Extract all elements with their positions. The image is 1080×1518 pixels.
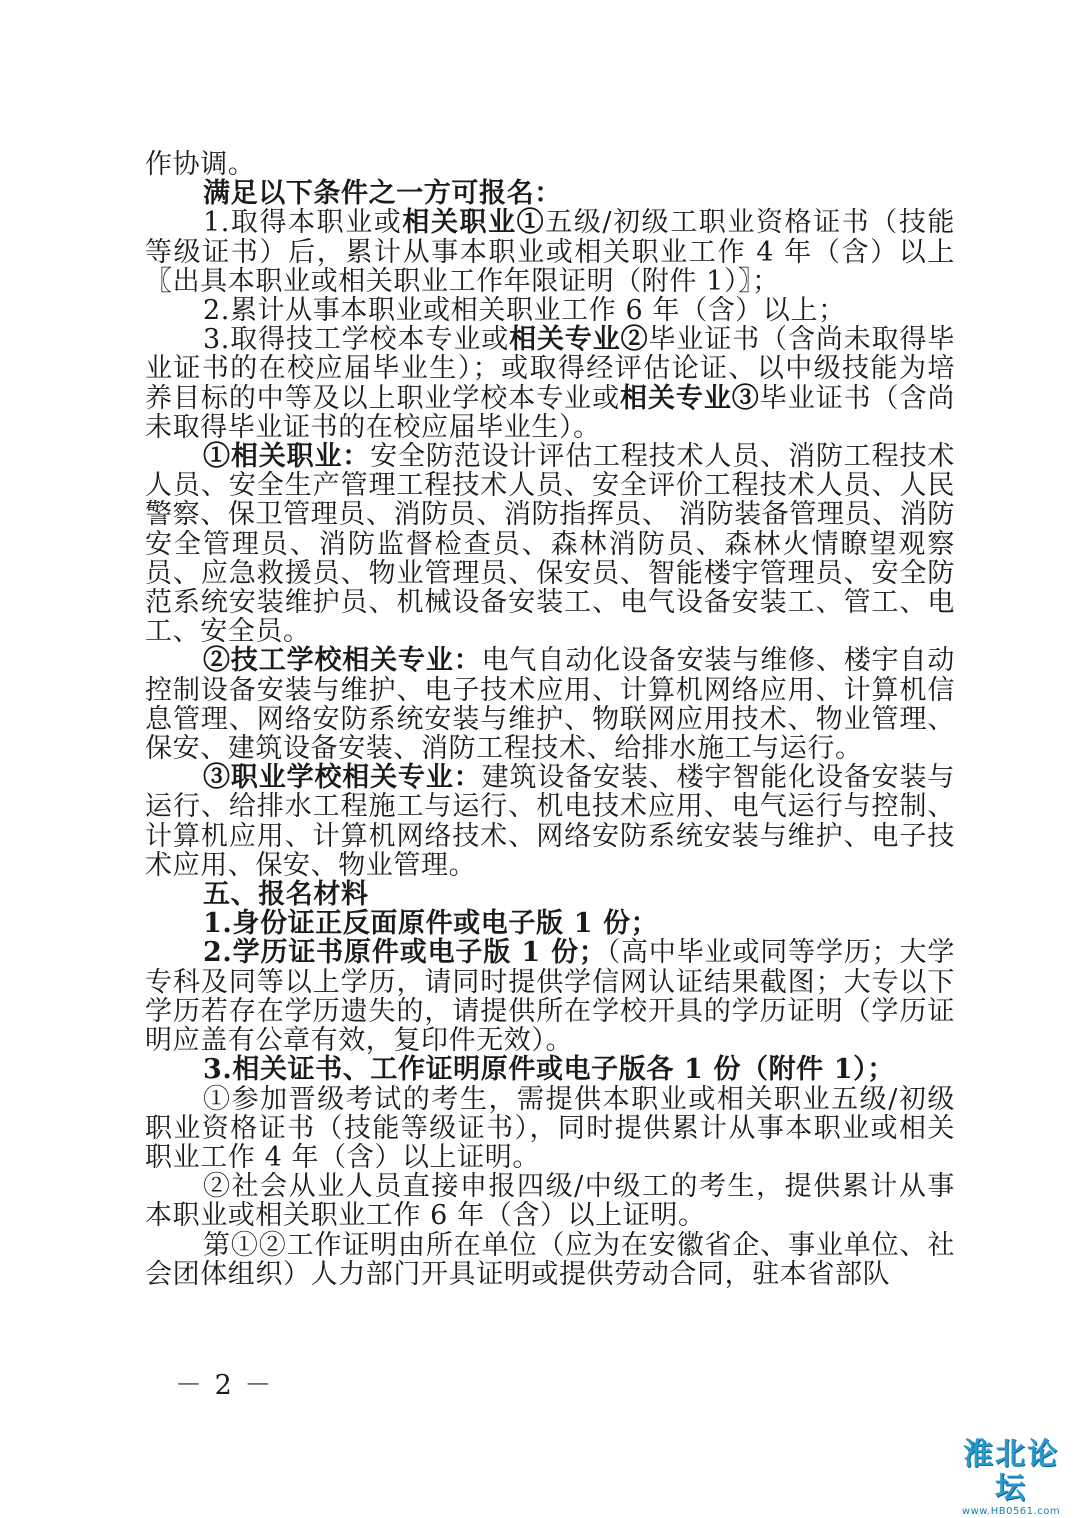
paragraph <box>145 1172 955 1230</box>
paragraph <box>145 909 955 938</box>
paragraph <box>145 179 955 208</box>
text-segment: 第①②工作证明由所在单位（应为在安徽省企、事业单位、社会团体组织）人力部门开具证明或提供劳动合同，驻本省部队 <box>145 1229 955 1290</box>
paragraph <box>145 880 955 909</box>
page-number: － 2 － <box>175 1370 274 1401</box>
paragraph <box>145 325 955 442</box>
bold-text-segment: 相关专业③ <box>620 382 760 414</box>
paragraph <box>145 1055 955 1084</box>
paragraph <box>145 763 955 880</box>
text-segment: 毕业证书（含尚未取得毕业证书的在校应届毕业生）。 <box>145 382 956 443</box>
text-segment: 2.累计从事本职业或相关职业工作 6 年（含）以上； <box>203 295 846 327</box>
bold-text-segment: 相关职业① <box>402 207 546 239</box>
paragraph <box>145 1085 955 1173</box>
text-segment: 建筑设备安装、楼宇智能化设备安装与运行、给排水工程施工与运行、机电技术应用、电气运行与控制、计算机应用、计算机网络技术、网络安防系统安装与维护、电子技术应用、保安、物业管理。 <box>145 762 956 881</box>
site-watermark-logo <box>950 1437 1072 1517</box>
text-segment: 电气自动化设备安装与维修、楼宇自动控制设备安装与维护、电子技术应用、计算机网络应用、计算机信息管理、网络安防系统安装与维护、物联网应用技术、物业管理、保安、建筑设备安装、消防工程技术、给排水施工与运行。 <box>145 645 956 765</box>
bold-text-segment: 3.相关证书、工作证明原件或电子版各 1 份（附件 1）； <box>203 1054 895 1086</box>
bold-text-segment: 满足以下条件之一方可报名： <box>203 178 562 210</box>
paragraph <box>145 150 955 179</box>
bold-text-segment: 相关专业② <box>509 324 649 356</box>
text-segment: ②社会从业人员直接申报四级/中级工的考生，提供累计从事本职业或相关职业工作 6 年（含）以上证明。 <box>145 1171 955 1232</box>
bold-text-segment: 2.学历证书原件或电子版 1 份； <box>203 937 607 969</box>
document-body <box>145 149 983 1290</box>
paragraph <box>145 442 955 646</box>
text-segment: 安全防范设计评估工程技术人员、消防工程技术人员、安全生产管理工程技术人员、安全评价工程技术人员、人民警察、保卫管理员、消防员、消防指挥员、 消防装备管理员、消防安全管理员、消防监督检查员、森林消防员、森林火情瞭望观察员、应急救援员、物业管理员、保安员、智能楼宇管理员、安全防范系统安装维护员、机械设备安装工、电气设备安装工、管工、电工、安全员。 <box>145 441 955 648</box>
bold-text-segment: 五、报名材料 <box>203 879 369 911</box>
watermark-logo-text: 淮北论坛 <box>963 1437 1059 1506</box>
paragraph <box>145 646 955 763</box>
bold-text-segment: ①相关职业： <box>203 441 371 473</box>
text-segment: 毕业证书（含尚未取得毕业证书的在校应届毕业生）；或取得经评估论证、以中级技能为培养目标的中等及以上职业学校本专业或 <box>145 324 956 414</box>
text-segment: 五级/初级工职业资格证书（技能等级证书）后，累计从事本职业或相关职业工作 4 年（含）以上 〖出具本职业或相关职业工作年限证明（附件 1）〗； <box>145 207 983 297</box>
paragraph <box>145 1231 955 1289</box>
bold-text-segment: ②技工学校相关专业： <box>203 645 482 677</box>
paragraph <box>145 207 983 297</box>
bold-text-segment: ③职业学校相关专业： <box>203 762 482 794</box>
paragraph <box>145 938 955 1055</box>
watermark-url: www.HB0561.com <box>961 1506 1061 1517</box>
paragraph <box>145 296 955 325</box>
text-segment: 3.取得技工学校本专业或 <box>203 324 510 356</box>
text-segment: （高中毕业或同等学历；大学专科及同等以上学历，请同时提供学信网认证结果截图；大专以下学历若存在学历遗失的，请提供所在学校开具的学历证明（学历证明应盖有公章有效，复印件无效）。 <box>145 937 955 1057</box>
text-segment: 1.取得本职业或 <box>203 207 403 239</box>
text-segment: ①参加晋级考试的考生，需提供本职业或相关职业五级/初级职业资格证书（技能等级证书），同时提供累计从事本职业或相关职业工作 4 年（含）以上证明。 <box>145 1083 955 1173</box>
text-segment: 作协调。 <box>145 149 256 180</box>
bold-text-segment: 1.身份证正反面原件或电子版 1 份； <box>203 908 659 940</box>
